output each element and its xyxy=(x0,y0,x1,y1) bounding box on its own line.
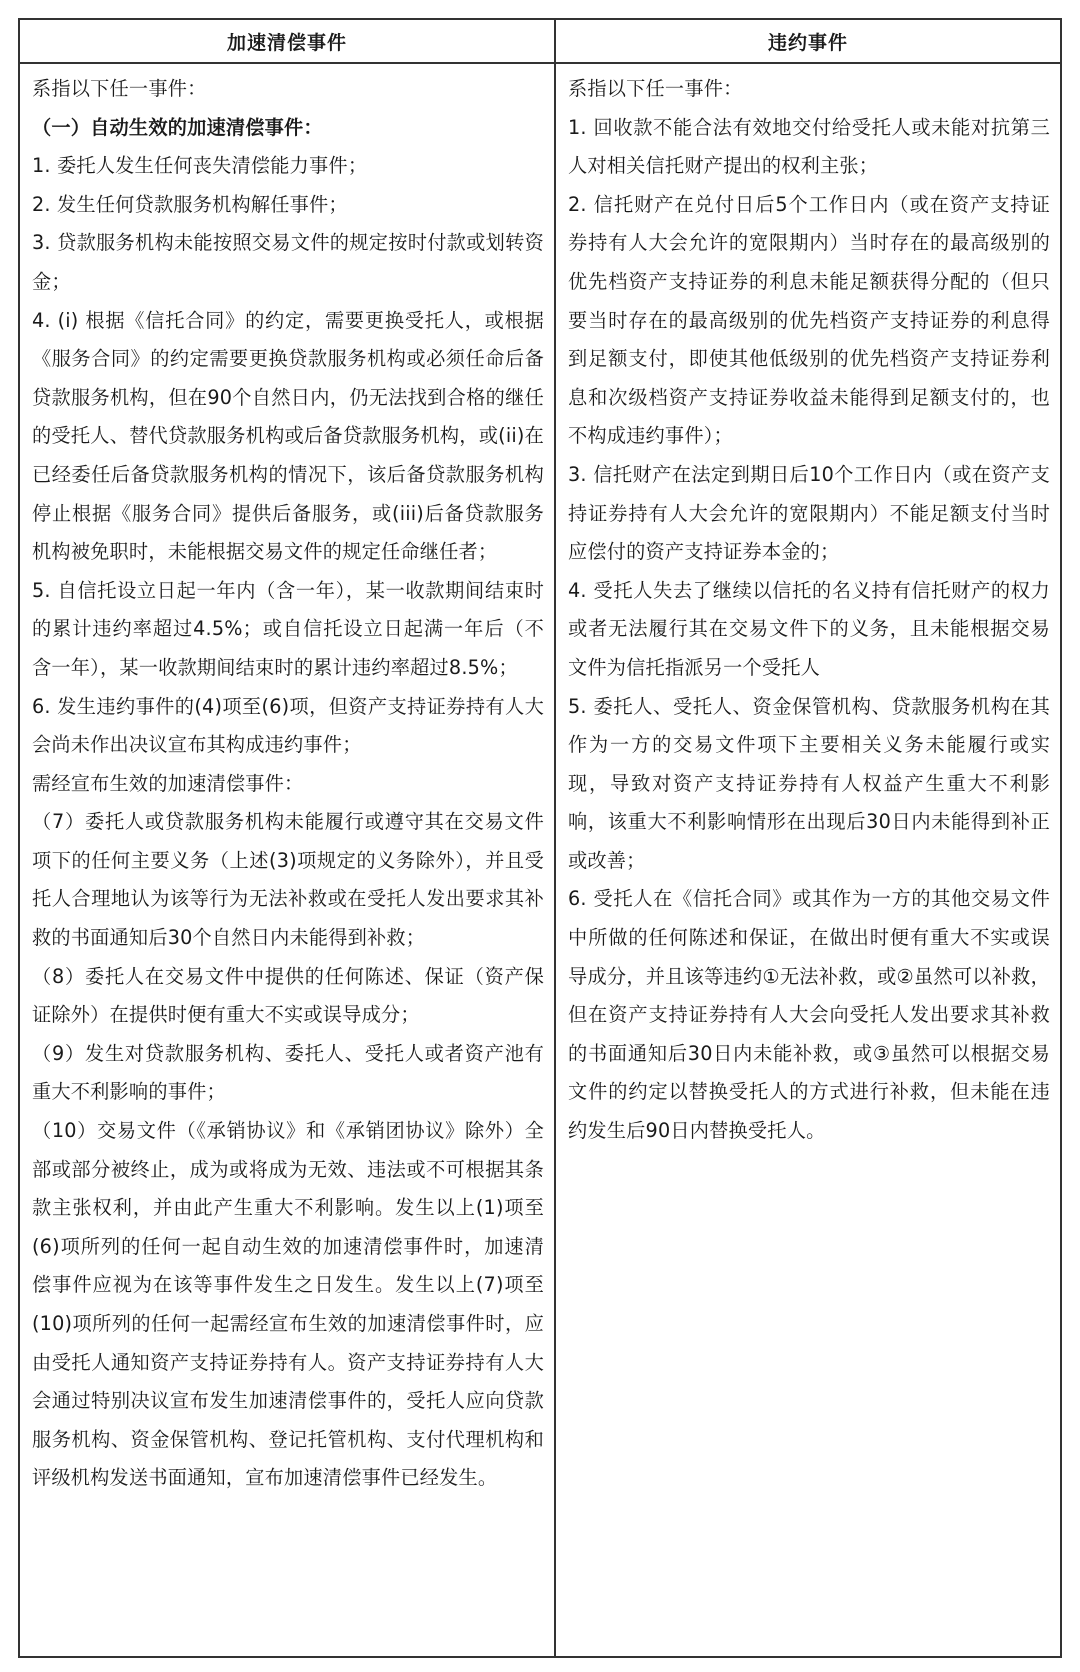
right-column-body xyxy=(556,64,1060,1656)
left-paragraph: （9）发生对贷款服务机构、委托人、受托人或者资产池有重大不利影响的事件； xyxy=(32,1041,544,1104)
left-paragraph: 系指以下任一事件： xyxy=(32,77,207,100)
left-paragraph: （8）委托人在交易文件中提供的任何陈述、保证（资产保证除外）在提供时便有重大不实或误导成分； xyxy=(32,964,544,1027)
left-paragraph: （10）交易文件（《承销协议》和《承销团协议》除外）全部或部分被终止，成为或将成为无效、违法或不可根据其条款主张权利，并由此产生重大不利影响。发生以上(1)项至(6)项所列的任何一起自动生效的加速清偿事件时，加速清偿事件应视为在该等事件发生之日发生。发生以上(7)项至(10)项所列的任何一起需经宣布生效的加速清偿事件时，应由受托人通知资产支持证券持有人。资产支持证券持有人大会通过特别决议宣布发生加速清偿事件的，受托人应向贷款服务机构、资金保管机构、登记托管机构、支付代理机构和评级机构发送书面通知，宣布加速清偿事件已经发生。 xyxy=(32,1119,544,1490)
header-accelerated-repayment: 加速清偿事件 xyxy=(20,20,556,64)
right-paragraph: 6. 受托人在《信托合同》或其作为一方的其他交易文件中所做的任何陈述和保证，在做出时便有重大不实或误导成分，并且该等违约①无法补救，或②虽然可以补救，但在资产支持证券持有人大会向受托人发出要求其补救的书面通知后30日内未能补救，或③虽然可以根据交易文件的约定以替换受托人的方式进行补救，但未能在违约发生后90日内替换受托人。 xyxy=(568,887,1050,1143)
left-paragraph: （一）自动生效的加速清偿事件： xyxy=(32,115,323,139)
left-paragraph: （7）委托人或贷款服务机构未能履行或遵守其在交易文件项下的任何主要义务（上述(3)项规定的义务除外），并且受托人合理地认为该等行为无法补救或在受托人发出要求其补救的书面通知后30个自然日内未能得到补救； xyxy=(32,810,544,950)
header-default-events: 违约事件 xyxy=(556,20,1060,64)
left-column-body xyxy=(20,64,556,1656)
document-table xyxy=(18,18,1062,1658)
right-paragraph: 3. 信托财产在法定到期日后10个工作日内（或在资产支持证券持有人大会允许的宽限期内）不能足额支付当时应偿付的资产支持证券本金的； xyxy=(568,462,1050,564)
right-paragraph: 2. 信托财产在兑付日后5个工作日内（或在资产支持证券持有人大会允许的宽限期内）当时存在的最高级别的优先档资产支持证券的利息未能足额获得分配的（但只要当时存在的最高级别的优先档资产支持证券的利息得到足额支付，即使其他低级别的优先档资产支持证券利息和次级档资产支持证券收益未能得到足额支付的，也不构成违约事件）； xyxy=(568,192,1050,448)
left-paragraph: 1. 委托人发生任何丧失清偿能力事件； xyxy=(32,154,368,178)
left-paragraph: 6. 发生违约事件的(4)项至(6)项，但资产支持证券持有人大会尚未作出决议宣布其构成违约事件； xyxy=(32,694,544,757)
left-paragraph: 2. 发生任何贷款服务机构解任事件； xyxy=(32,192,348,216)
left-paragraph: 5. 自信托设立日起一年内（含一年），某一收款期间结束时的累计违约率超过4.5%；或自信托设立日起满一年后（不含一年），某一收款期间结束时的累计违约率超过8.5%； xyxy=(32,578,544,679)
right-paragraph: 系指以下任一事件： xyxy=(568,77,743,100)
left-paragraph: 3. 贷款服务机构未能按照交易文件的规定按时付款或划转资金； xyxy=(32,231,544,293)
left-paragraph: 4. (i) 根据《信托合同》的约定，需要更换受托人，或根据《服务合同》的约定需要更换贷款服务机构或必须任命后备贷款服务机构，但在90个自然日内，仍无法找到合格的继任的受托人、替代贷款服务机构或后备贷款服务机构，或(ii)在已经委任后备贷款服务机构的情况下，该后备贷款服务机构停止根据《服务合同》提供后备服务，或(iii)后备贷款服务机构被免职时，未能根据交易文件的规定任命继任者； xyxy=(32,308,544,564)
right-paragraph: 5. 委托人、受托人、资金保管机构、贷款服务机构在其作为一方的交易文件项下主要相关义务未能履行或实现，导致对资产支持证券持有人权益产生重大不利影响，该重大不利影响情形在出现后30日内未能得到补正或改善； xyxy=(568,694,1050,872)
left-paragraph: 需经宣布生效的加速清偿事件： xyxy=(32,771,304,795)
right-paragraph: 4. 受托人失去了继续以信托的名义持有信托财产的权力或者无法履行其在交易文件下的义务，且未能根据交易文件为信托指派另一个受托人 xyxy=(568,578,1050,679)
right-paragraph: 1. 回收款不能合法有效地交付给受托人或未能对抗第三人对相关信托财产提出的权利主张； xyxy=(568,115,1050,178)
